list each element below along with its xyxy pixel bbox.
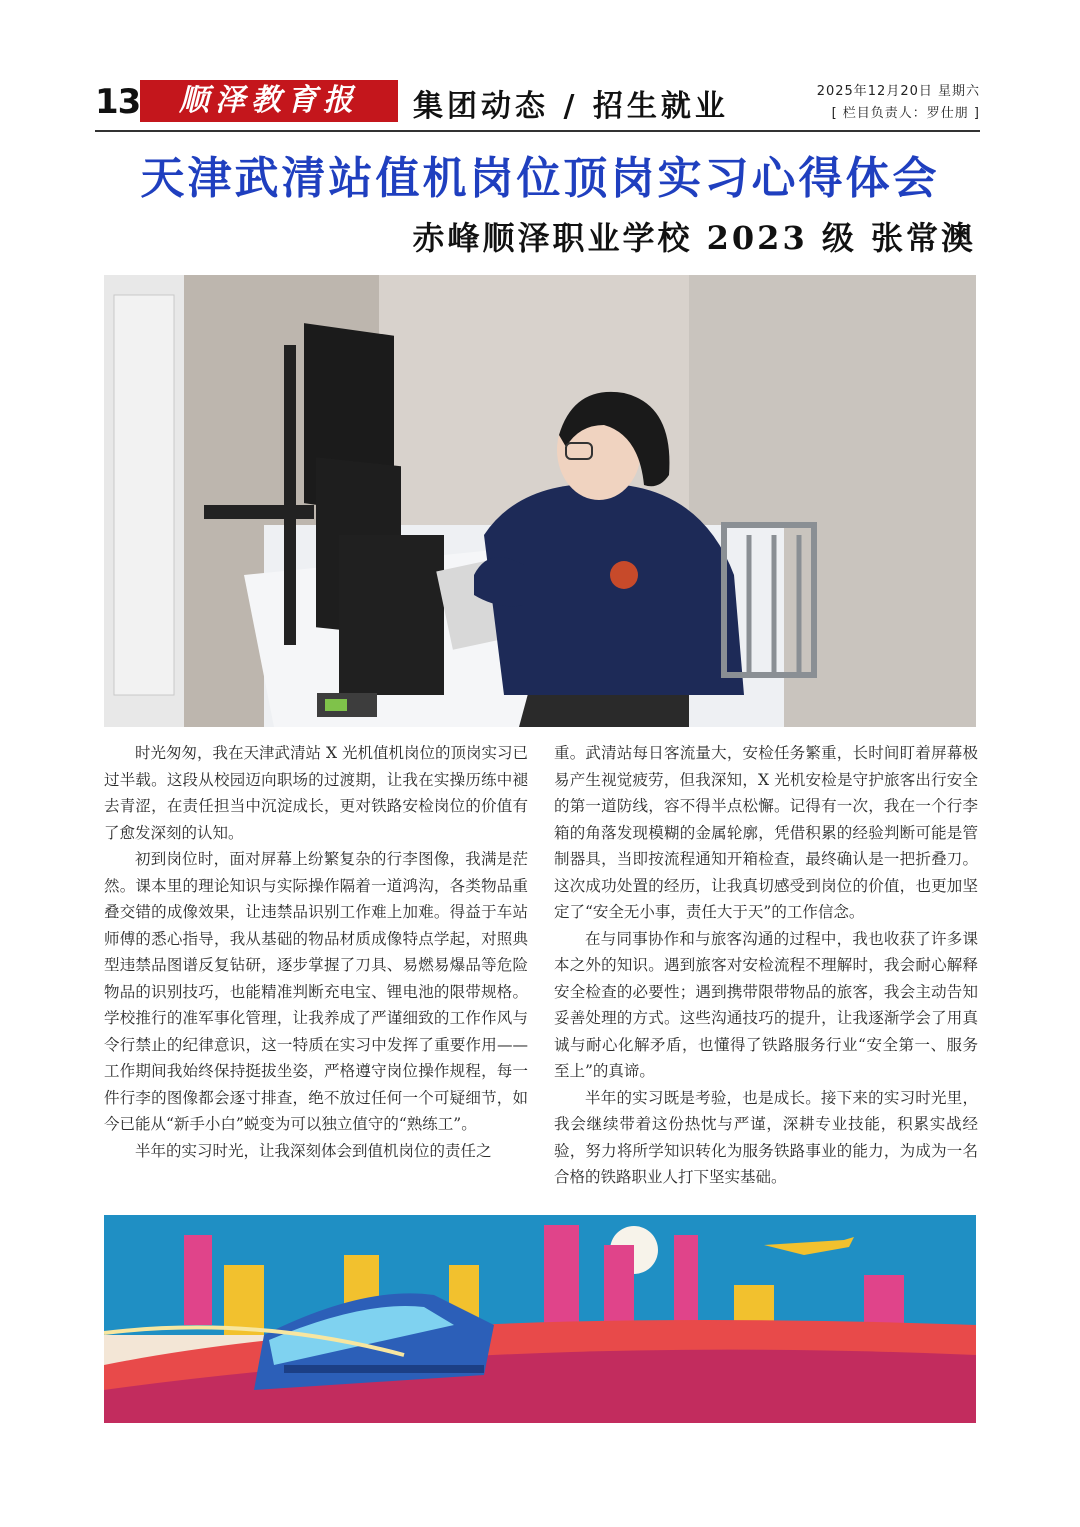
column-editor: [ 栏目负责人：罗仕朋 ] — [831, 106, 980, 121]
illustration-banner — [104, 1215, 976, 1423]
article-column-left — [104, 740, 528, 1164]
paragraph: 半年的实习既是考验，也是成长。接下来的实习时光里，我会继续带着这份热忱与严谨，深耕专业技能，积累实战经验，努力将所学知识转化为服务铁路事业的能力，为成为一名合格的铁路职业人打下坚实基础。 — [554, 1088, 978, 1186]
header-divider — [95, 130, 980, 132]
newspaper-masthead: 顺泽教育报 — [140, 80, 398, 122]
section-title: 集团动态 / 招生就业 — [413, 89, 729, 124]
paragraph: 初到岗位时，面对屏幕上纷繁复杂的行李图像，我满是茫然。课本里的理论知识与实际操作隔着一道鸿沟，各类物品重叠交错的成像效果，让违禁品识别工作难上加难。得益于车站师傅的悉心指导，我从基础的物品材质成像特点学起，对照典型违禁品图谱反复钻研，逐步掌握了刀具、易燃易爆品等危险物品的识别技巧，也能精准判断充电宝、锂电池的限带规格。学校推行的准军事化管理，让我养成了严谨细致的工作作风与令行禁止的纪律意识，这一特质在实习中发挥了重要作用——工作期间我始终保持挺拔坐姿，严格遵守岗位操作规程，每一件行李的图像都会逐寸排查，绝不放过任何一个可疑细节，如今已能从“新手小白”蜕变为可以独立值守的“熟练工”。 — [104, 850, 528, 1133]
issue-date: 2025年12月20日 星期六 — [816, 84, 980, 99]
article-photo — [104, 275, 976, 727]
paragraph-continued: 重。武清站每日客流量大，安检任务繁重，长时间盯着屏幕极易产生视觉疲劳，但我深知，X 光机安检是守护旅客出行安全的第一道防线，容不得半点松懈。记得有一次，我在一个行李箱的角落发现模糊的金属轮廓，凭借积累的经验判断可能是管制器具，当即按流程通知开箱检查，最终确认是一把折叠刀。这次成功处置的经历，让我真切感受到岗位的价值，也更加坚定了“安全无小事，责任大于天”的工作信念。 — [554, 744, 978, 921]
paragraph: 半年的实习时光，让我深刻体会到值机岗位的责任之 — [135, 1141, 492, 1160]
article-byline: 赤峰顺泽职业学校 2023 级 张常澳 — [412, 219, 976, 257]
article-title: 天津武清站值机岗位顶岗实习心得体会 — [140, 153, 940, 204]
paragraph: 在与同事协作和与旅客沟通的过程中，我也收获了许多课本之外的知识。遇到旅客对安检流程不理解时，我会耐心解释安全检查的必要性；遇到携带限带物品的旅客，我会主动告知妥善处理的方式。这些沟通技巧的提升，让我逐渐学会了用真诚与耐心化解矛盾，也懂得了铁路服务行业“安全第一、服务至上”的真谛。 — [554, 929, 978, 1080]
article-column-right — [554, 740, 978, 1191]
page-number: 13 — [95, 82, 141, 122]
page-header — [95, 78, 980, 132]
paragraph: 时光匆匆，我在天津武清站 X 光机值机岗位的顶岗实习已过半载。这段从校园迈向职场的过渡期，让我在实操历练中褪去青涩，在责任担当中沉淀成长，更对铁路安检岗位的价值有了愈发深刻的认知。 — [104, 744, 528, 842]
